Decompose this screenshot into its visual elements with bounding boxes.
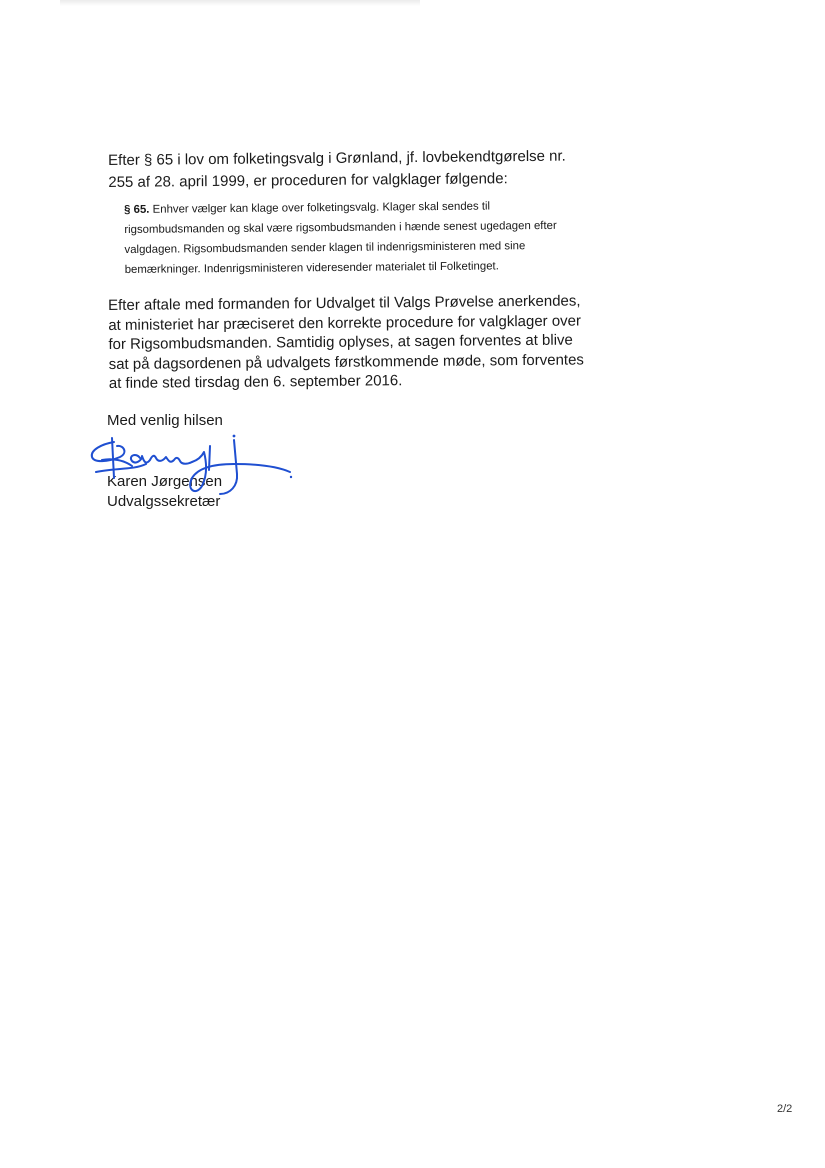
law-quote-section: § 65.: [124, 203, 150, 216]
law-quote: [124, 196, 590, 280]
page-number: 2/2: [777, 1103, 793, 1115]
signer-name: Karen Jørgensen: [107, 473, 223, 490]
intro-paragraph: Efter § 65 i lov om folketingsvalg i Grønland, jf. lovbekendtgørelse nr. 255 af 28. april 1999, er proceduren for valgklager følgende:: [108, 147, 566, 191]
scan-edge-shadow: [60, 0, 420, 6]
body-paragraph: Efter aftale med formanden for Udvalget til Valgs Prøvelse anerkendes, at ministeriet har præciseret den korrekte procedure for valgklager over for Rigsombudsmanden. Samtidig oplyses, at sagen forventes at blive sat på dagsordenen på udvalgets førstkommende møde, som forventes at finde sted tirsdag den 6. september 2016.: [108, 292, 584, 392]
law-quote-text: Enhver vælger kan klage over folketingsvalg. Klager skal sendes til rigsombudsmanden og skal være rigsombudsmanden i hænde senest ugedagen efter valgdagen. Rigsombudsmanden sender klagen til indenrigsministeren med sine bemærkninger. Indenrigsministeren videresender materialet til Folketinget.: [124, 200, 557, 276]
signer-title: Udvalgssekretær: [107, 493, 221, 510]
signature-icon: [84, 430, 299, 520]
closing-greeting: Med venlig hilsen: [107, 412, 223, 429]
